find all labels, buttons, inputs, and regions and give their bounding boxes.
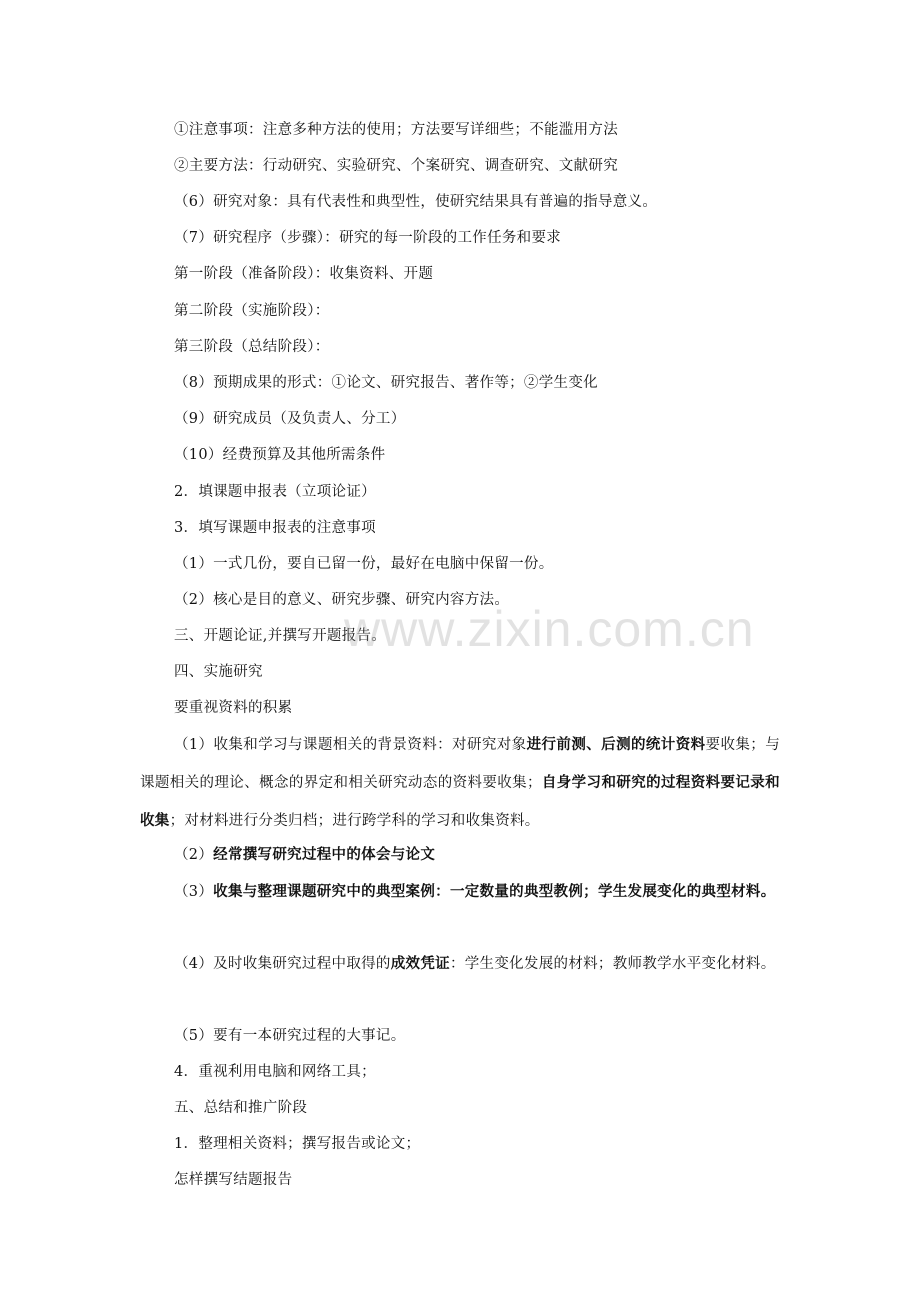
text-line: 怎样撰写结题报告: [174, 1172, 293, 1188]
text-line: ②主要方法：行动研究、实验研究、个案研究、调查研究、文献研究: [174, 158, 618, 174]
paragraph-2: [140, 836, 780, 874]
bold-text: 进行前测、后测的统计资料: [526, 736, 706, 753]
text-line: （2）核心是目的意义、研究步骤、研究内容方法。: [174, 592, 510, 608]
paragraph-3: [140, 873, 780, 911]
paragraph-text: （4）及时收集研究过程中取得的: [174, 956, 391, 972]
text-line: 第一阶段（准备阶段）：收集资料、开题: [174, 266, 434, 282]
text-line: 要重视资料的积累: [174, 700, 293, 716]
text-line: 第二阶段（实施阶段）：: [174, 303, 330, 319]
bold-text: 成效凭证: [390, 955, 450, 972]
text-line: （1）一式几份，要自已留一份，最好在电脑中保留一份。: [174, 556, 554, 572]
paragraph-text: 要收集；与课题相关的理论、概念的界定和相关研究动态的资料要收集；: [140, 737, 780, 791]
paragraph-text: （3）: [174, 884, 214, 900]
paragraph-text: （2）: [174, 847, 214, 863]
bold-text: 经常撰写研究过程中的体会与论文: [213, 846, 436, 863]
section-heading: 五、总结和推广阶段: [174, 1100, 308, 1116]
section-heading: 四、实施研究: [174, 664, 263, 680]
text-line: （5）要有一本研究过程的大事记。: [174, 1028, 406, 1044]
text-line: （10）经费预算及其他所需条件: [174, 447, 386, 463]
paragraph-text: （1）收集和学习与课题相关的背景资料：对研究对象: [174, 737, 527, 753]
paragraph-4: [140, 945, 780, 983]
watermark: www.zixin.com.cn: [344, 601, 755, 657]
bold-text: 自身学习和研究的过程资料要记录和收集: [140, 774, 780, 829]
text-line: 第三阶段（总结阶段）：: [174, 339, 330, 355]
text-line: ①注意事项：注意多种方法的使用；方法要写详细些；不能滥用方法: [174, 122, 618, 138]
text-line: 3．填写课题申报表的注意事项: [174, 520, 376, 536]
paragraph-text: ；对材料进行分类归档；进行跨学科的学习和收集资料。: [169, 813, 540, 829]
text-line: （9）研究成员（及负责人、分工）: [174, 411, 406, 427]
text-line: （8）预期成果的形式：①论文、研究报告、著作等；②学生变化: [174, 375, 598, 391]
text-line: （6）研究对象：具有代表性和典型性，使研究结果具有普遍的指导意义。: [174, 194, 658, 210]
text-line: 2．填课题申报表（立项论证）: [174, 484, 376, 500]
paragraph-1: [140, 726, 780, 840]
text-line: 1．整理相关资料；撰写报告或论文；: [174, 1136, 421, 1152]
paragraph-text: ：学生变化发展的材料；教师教学水平变化材料。: [449, 956, 776, 972]
text-line: 4．重视利用电脑和网络工具；: [174, 1064, 376, 1080]
section-heading: 三、开题论证,并撰写开题报告。: [174, 628, 387, 644]
bold-text: 收集与整理课题研究中的典型案例：一定数量的典型教例；学生发展变化的典型材料。: [213, 883, 776, 900]
text-line: （7）研究程序（步骤）：研究的每一阶段的工作任务和要求: [174, 230, 562, 246]
